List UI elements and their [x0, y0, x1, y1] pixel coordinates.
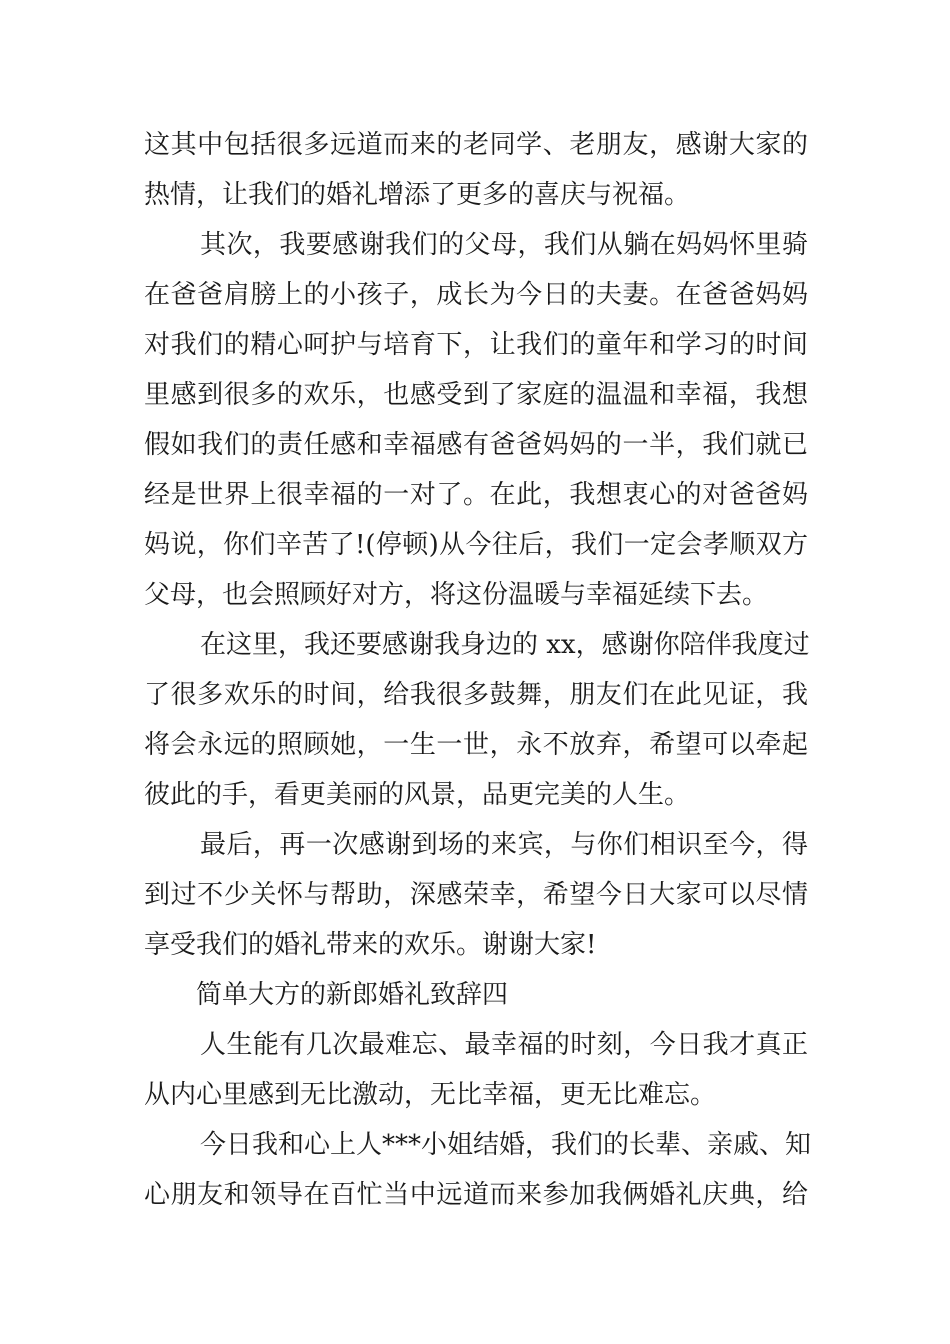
text-line: 妈说，你们辛苦了!(停顿)从今往后，我们一定会孝顺双方 — [144, 530, 808, 560]
section-heading: 简单大方的新郎婚礼致辞四 — [196, 980, 509, 1010]
text-line: 从内心里感到无比激动，无比幸福，更无比难忘。 — [144, 1080, 717, 1110]
document-body — [144, 120, 812, 1220]
text-line: 其次，我要感谢我们的父母，我们从躺在妈妈怀里骑 — [200, 230, 808, 260]
text-line: 热情，让我们的婚礼增添了更多的喜庆与祝福。 — [144, 180, 691, 210]
text-line: 人生能有几次最难忘、最幸福的时刻，今日我才真正 — [200, 1030, 808, 1060]
text-line: 将会永远的照顾她，一生一世，永不放弃，希望可以牵起 — [144, 730, 808, 760]
text-line: 这其中包括很多远道而来的老同学、老朋友，感谢大家的 — [144, 130, 808, 160]
text-line: 到过不少关怀与帮助，深感荣幸，希望今日大家可以尽情 — [144, 880, 808, 910]
text-line: 假如我们的责任感和幸福感有爸爸妈妈的一半，我们就已 — [144, 430, 808, 460]
text-line: 对我们的精心呵护与培育下，让我们的童年和学习的时间 — [144, 330, 808, 360]
text-line: 今日我和心上人***小姐结婚，我们的长辈、亲戚、知 — [200, 1130, 812, 1160]
text-line: 在爸爸肩膀上的小孩子，成长为今日的夫妻。在爸爸妈妈 — [144, 280, 808, 310]
text-line: 享受我们的婚礼带来的欢乐。谢谢大家! — [144, 930, 597, 960]
text-line: 里感到很多的欢乐，也感受到了家庭的温温和幸福，我想 — [144, 380, 808, 410]
text-line: 彼此的手，看更美丽的风景，品更完美的人生。 — [144, 780, 691, 810]
text-line: 父母，也会照顾好对方，将这份温暖与幸福延续下去。 — [144, 580, 769, 610]
text-line: 在这里，我还要感谢我身边的 xx，感谢你陪伴我度过 — [200, 630, 810, 660]
text-line: 了很多欢乐的时间，给我很多鼓舞，朋友们在此见证，我 — [144, 680, 808, 710]
text-line: 心朋友和领导在百忙当中远道而来参加我俩婚礼庆典，给 — [144, 1180, 808, 1210]
text-line: 经是世界上很幸福的一对了。在此，我想衷心的对爸爸妈 — [144, 480, 808, 510]
text-line: 最后，再一次感谢到场的来宾，与你们相识至今，得 — [200, 830, 808, 860]
